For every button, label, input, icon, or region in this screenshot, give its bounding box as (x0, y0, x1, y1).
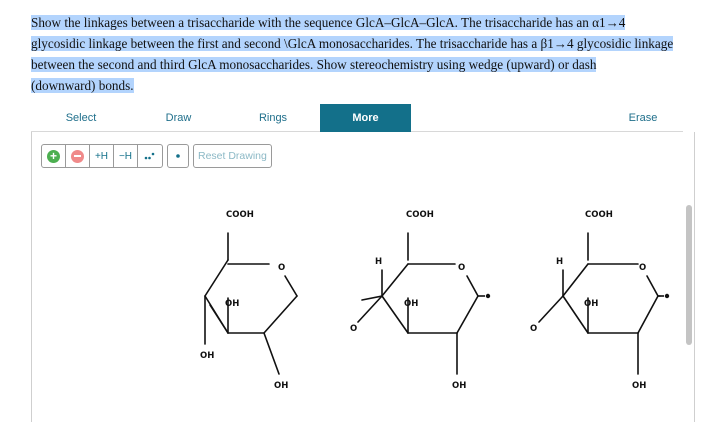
oh-inner-label-3: OH (584, 299, 599, 309)
radical-tool[interactable] (167, 144, 189, 168)
ring-oxygen-label-3: O (639, 263, 647, 273)
oh-bottom-label-2: OH (452, 381, 467, 391)
main-toolbar (31, 104, 683, 132)
sub-toolbar (41, 143, 272, 169)
question-line-3: between the second and third GlcA monosaccharides. Show stereochemistry using wedge (upward) or dash (31, 57, 597, 72)
glca-ring-1 (205, 233, 297, 374)
drawing-panel (31, 132, 695, 422)
oh-bottom-label-3: OH (632, 381, 647, 391)
rings-tab[interactable]: Rings (258, 112, 288, 124)
question-line-4: (downward) bonds. (31, 78, 134, 93)
lone-pair-tool[interactable] (138, 145, 162, 167)
oh-bottom-label-1: OH (274, 381, 289, 391)
cooh-label-3: COOH (585, 210, 613, 220)
scrollbar[interactable] (686, 205, 692, 345)
glca-ring-3 (539, 233, 660, 374)
linkage-dot-2 (486, 294, 490, 298)
o-left-label-2: O (350, 324, 358, 334)
cooh-label-2: COOH (406, 210, 434, 220)
question-text (31, 12, 703, 96)
h-label-3: H (556, 257, 564, 267)
ring-oxygen-label-1: O (278, 263, 286, 273)
molecule-drawing (32, 180, 684, 422)
cooh-label-1: COOH (226, 210, 254, 220)
question-line-2: glycosidic linkage between the first and second \GlcA monosaccharides. The trisaccharide has a β1→4 glycosidic linkage (31, 36, 674, 51)
h-label-2: H (375, 257, 383, 267)
charge-tool-group (41, 144, 163, 168)
linkage-dot-3 (665, 294, 669, 298)
plus-circle-icon: + (47, 150, 60, 163)
drawing-canvas[interactable] (32, 180, 684, 422)
remove-hydrogen-tool[interactable]: −H (114, 145, 138, 167)
add-hydrogen-tool[interactable]: +H (90, 145, 114, 167)
ring-oxygen-label-2: O (458, 263, 466, 273)
o-left-label-3: O (530, 324, 538, 334)
oh-inner-label-1: OH (225, 299, 240, 309)
negative-charge-tool[interactable] (66, 145, 90, 167)
question-line-1: Show the linkages between a trisaccharide with the sequence GlcA–GlcA–GlcA. The trisaccharide has an α1→4 (31, 15, 626, 30)
oh-inner-label-2: OH (404, 299, 419, 309)
more-tab[interactable]: More (320, 104, 411, 132)
select-tab[interactable]: Select (65, 112, 97, 124)
draw-tab[interactable]: Draw (165, 112, 192, 124)
reset-drawing-button[interactable]: Reset Drawing (193, 144, 272, 168)
minus-circle-icon (71, 150, 84, 163)
oh-left-label-1: OH (200, 351, 215, 361)
positive-charge-tool[interactable] (42, 145, 66, 167)
lone-pair-icon (143, 150, 157, 162)
radical-dot-icon (174, 152, 182, 160)
erase-tab[interactable]: Erase (628, 112, 658, 124)
toolbar-spacer (411, 104, 603, 131)
